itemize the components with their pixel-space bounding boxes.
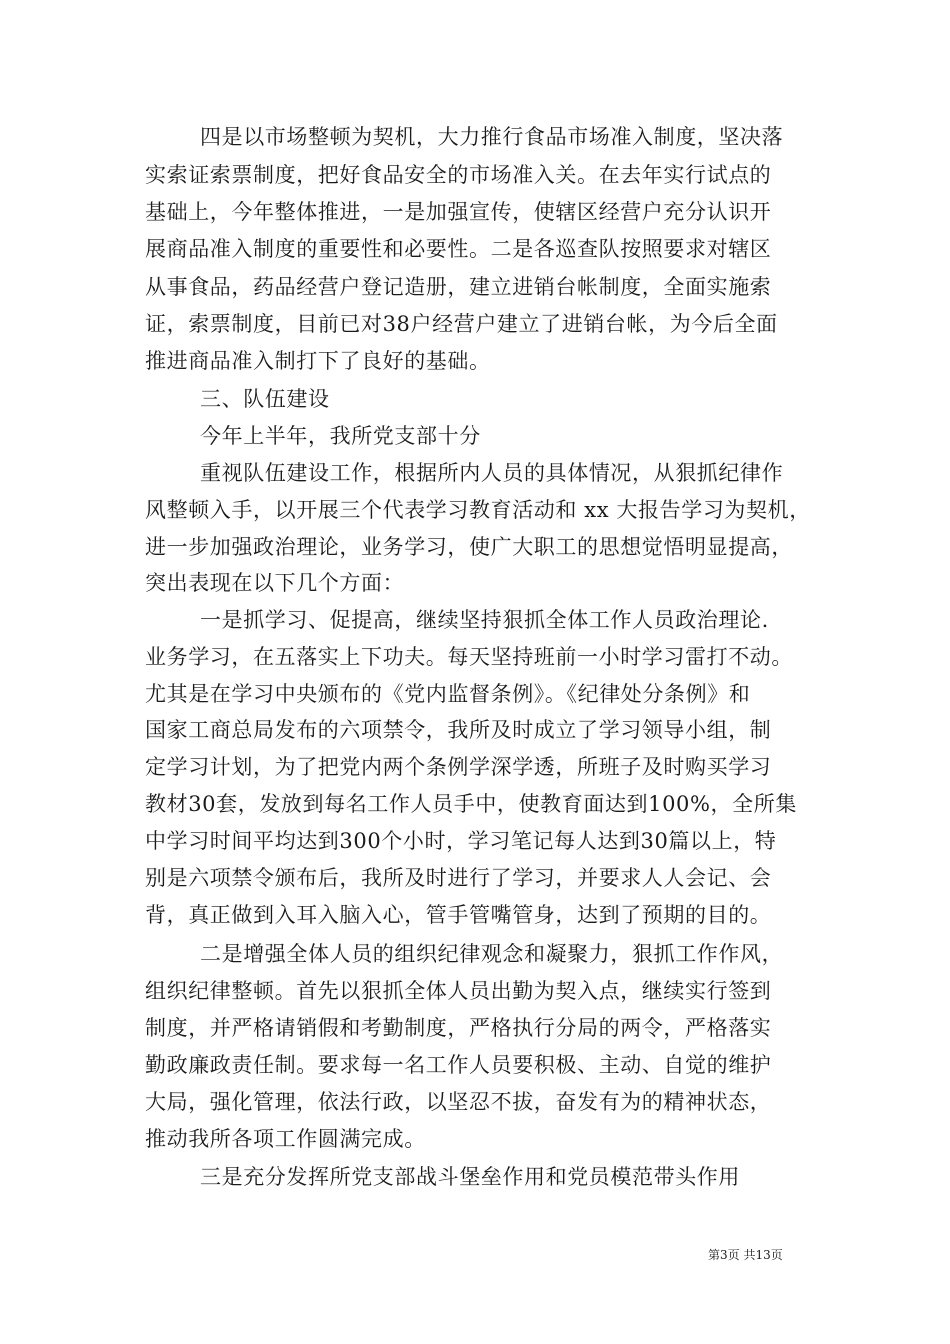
text-line: 三是充分发挥所党支部战斗堡垒作用和党员模范带头作用	[200, 1165, 740, 1189]
text-line: 勤政廉政责任制。要求每一名工作人员要积极、主动、自觉的维护	[145, 1053, 772, 1077]
text-line: 大局，强化管理，依法行政，以坚忍不拔，奋发有为的精神状态，	[145, 1090, 772, 1114]
section-heading: 三、队伍建设	[200, 387, 330, 411]
text-line: 组织纪律整顿。首先以狠抓全体人员出勤为契入点，继续实行签到	[145, 979, 772, 1003]
text-line: 背，真正做到入耳入脑入心，管手管嘴管身，达到了预期的目的。	[145, 903, 772, 927]
text-line: 实索证索票制度，把好食品安全的市场准入关。在去年实行试点的	[145, 163, 772, 187]
text-line: 推进商品准入制打下了良好的基础。	[145, 349, 491, 373]
text-line: 证，索票制度，目前已对38户经营户建立了进销台帐，为今后全面	[145, 312, 778, 336]
text-line: 定学习计划，为了把党内两个条例学深学透，所班子及时购买学习	[145, 755, 772, 779]
text-line: 尤其是在学习中央颁布的《党内监督条例》。《纪律处分条例》和	[145, 682, 751, 706]
page-number: 第3页 共13页	[708, 1248, 783, 1262]
text-line: 进一步加强政治理论，业务学习，使广大职工的思想觉悟明显提高，	[145, 535, 793, 559]
text-line: 从事食品，药品经营户登记造册，建立进销台帐制度，全面实施索	[145, 275, 772, 299]
text-line: 今年上半年，我所党支部十分	[200, 424, 481, 448]
text-line: 突出表现在以下几个方面：	[145, 571, 405, 595]
text-line: 四是以市场整顿为契机，大力推行食品市场准入制度，坚决落	[200, 125, 784, 149]
text-line: 基础上，今年整体推进，一是加强宣传，使辖区经营户充分认识开	[145, 200, 772, 224]
text-line: 展商品准入制度的重要性和必要性。二是各巡查队按照要求对辖区	[145, 237, 772, 261]
text-line: 业务学习，在五落实上下功夫。每天坚持班前一小时学习雷打不动。	[145, 645, 793, 669]
text-line: 推动我所各项工作圆满完成。	[145, 1127, 426, 1151]
text-line: 制度，并严格请销假和考勤制度，严格执行分局的两令，严格落实	[145, 1016, 772, 1040]
text-line: 教材30套，发放到每名工作人员手中，使教育面达到100%，全所集	[145, 792, 797, 816]
text-line: 二是增强全体人员的组织纪律观念和凝聚力，狠抓工作作风，	[200, 942, 784, 966]
text-line: 重视队伍建设工作，根据所内人员的具体情况，从狠抓纪律作	[200, 461, 784, 485]
text-line: 国家工商总局发布的六项禁令，我所及时成立了学习领导小组，制	[145, 718, 772, 742]
text-line: 一是抓学习、促提高，继续坚持狠抓全体工作人员政治理论.	[200, 608, 769, 632]
text-line: 中学习时间平均达到300个小时，学习笔记每人达到30篇以上，特	[145, 829, 777, 853]
text-line: 风整顿入手，以开展三个代表学习教育活动和 xx 大报告学习为契机，	[145, 498, 811, 522]
text-line: 别是六项禁令颁布后，我所及时进行了学习，并要求人人会记、会	[145, 866, 772, 890]
